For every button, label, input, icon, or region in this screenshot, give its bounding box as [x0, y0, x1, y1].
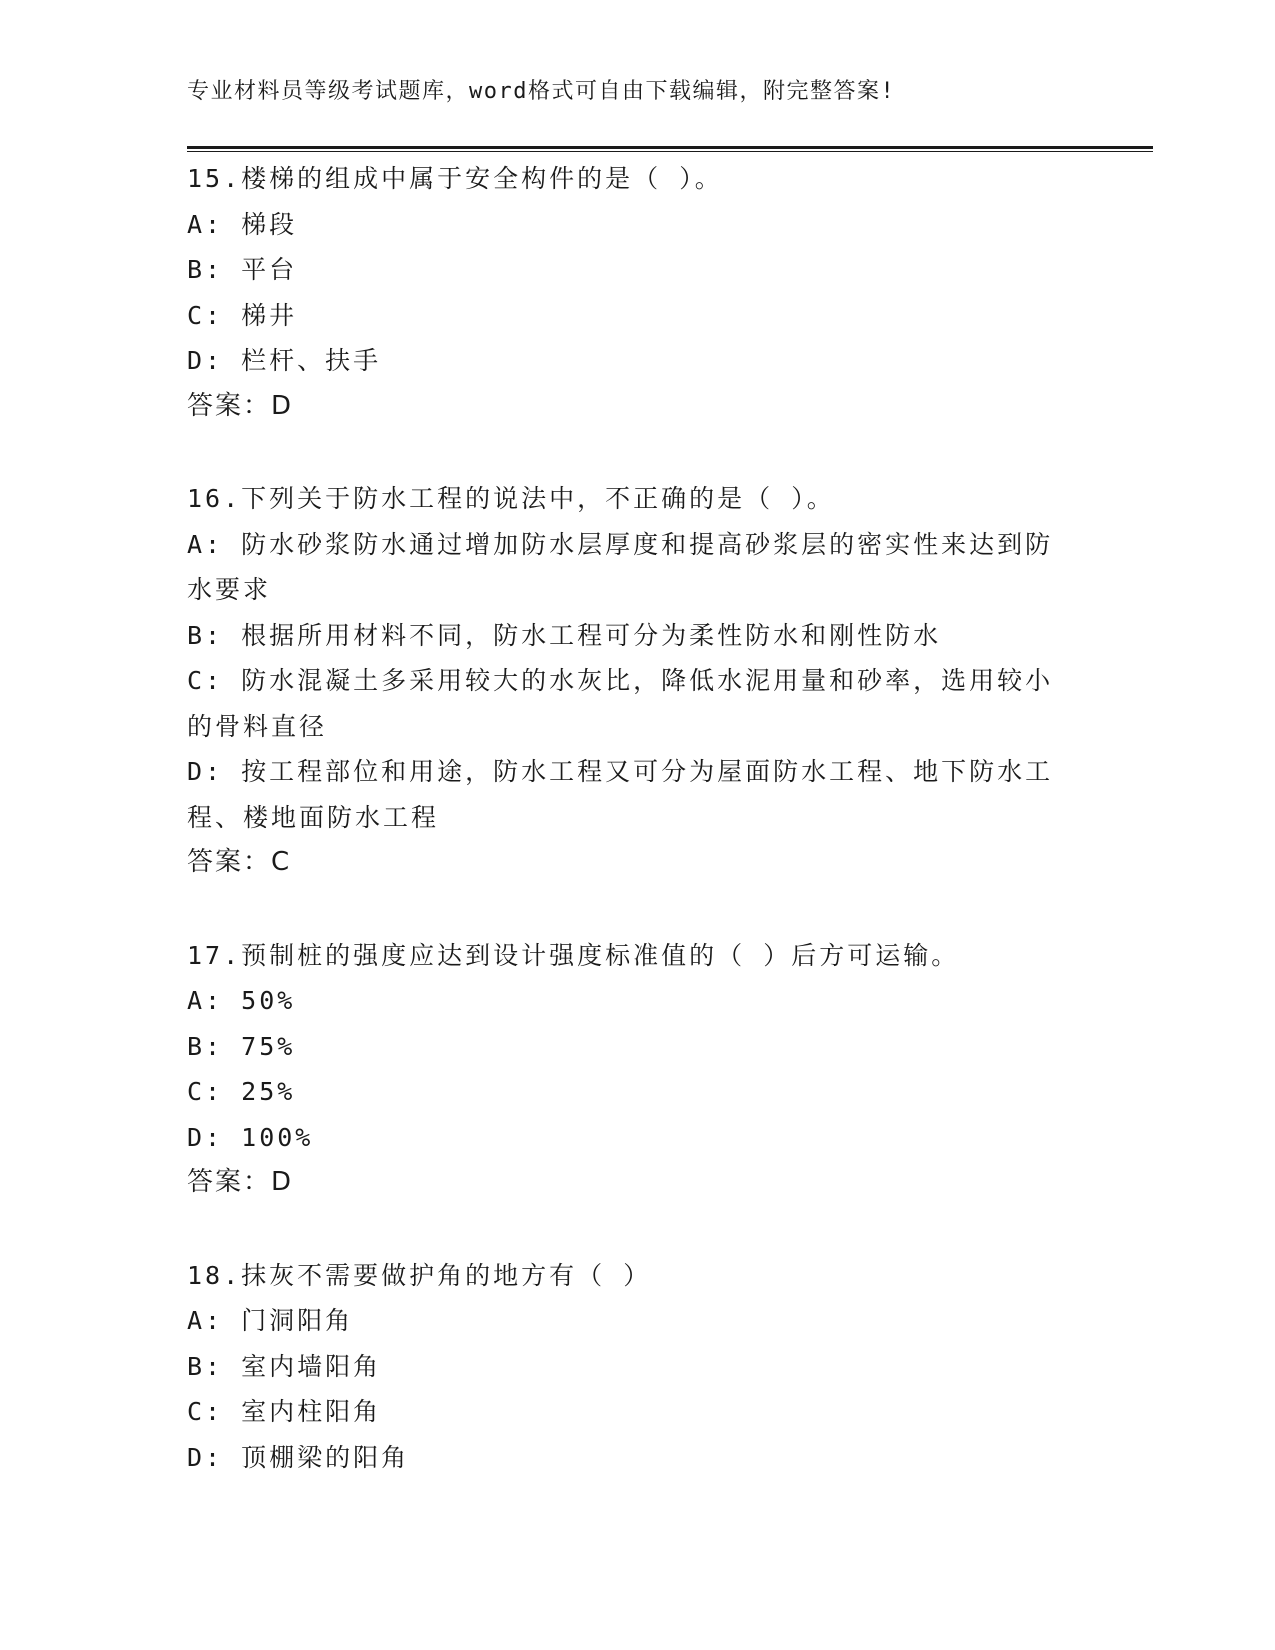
option-b: B: 室内墙阳角	[187, 1351, 382, 1381]
option-c: C: 防水混凝土多采用较大的水灰比，降低水泥用量和砂率，选用较小的骨料直径	[187, 666, 1054, 741]
question-17	[187, 933, 1067, 1206]
option-b: B: 平台	[187, 255, 298, 284]
option-a: A: 门洞阳角	[187, 1306, 354, 1335]
answer: 答案：D	[187, 1167, 294, 1197]
answer: 答案：C	[187, 847, 292, 877]
question-15	[187, 156, 1067, 429]
option-c: C: 25%	[187, 1077, 296, 1106]
answer: 答案：D	[187, 390, 294, 421]
question-18	[187, 1253, 1067, 1481]
question-16	[187, 476, 1067, 886]
page-header: 专业材料员等级考试题库，word格式可自由下载编辑，附完整答案!	[187, 79, 896, 104]
option-d: D: 栏杆、扶手	[187, 346, 382, 375]
header-divider	[187, 146, 1153, 152]
question-stem: 18.抹灰不需要做护角的地方有（ ）	[187, 1260, 652, 1290]
option-d: D: 顶棚梁的阳角	[187, 1442, 410, 1472]
question-stem: 16.下列关于防水工程的说法中，不正确的是（ ）。	[187, 484, 835, 513]
option-b: B: 根据所用材料不同，防水工程可分为柔性防水和刚性防水	[187, 620, 942, 650]
option-d: D: 100%	[187, 1122, 314, 1152]
option-a: A: 梯段	[187, 209, 298, 239]
option-c: C: 梯井	[187, 300, 298, 330]
question-list	[187, 156, 1067, 1527]
question-stem: 15.楼梯的组成中属于安全构件的是（ ）。	[187, 164, 723, 193]
option-c: C: 室内柱阳角	[187, 1397, 382, 1426]
option-a: A: 防水砂浆防水通过增加防水层厚度和提高砂浆层的密实性来达到防水要求	[187, 529, 1054, 604]
option-a: A: 50%	[187, 986, 296, 1015]
option-d: D: 按工程部位和用途，防水工程又可分为屋面防水工程、地下防水工程、楼地面防水工程	[187, 757, 1054, 832]
option-b: B: 75%	[187, 1031, 296, 1061]
question-stem: 17.预制桩的强度应达到设计强度标准值的（ ）后方可运输。	[187, 940, 960, 970]
